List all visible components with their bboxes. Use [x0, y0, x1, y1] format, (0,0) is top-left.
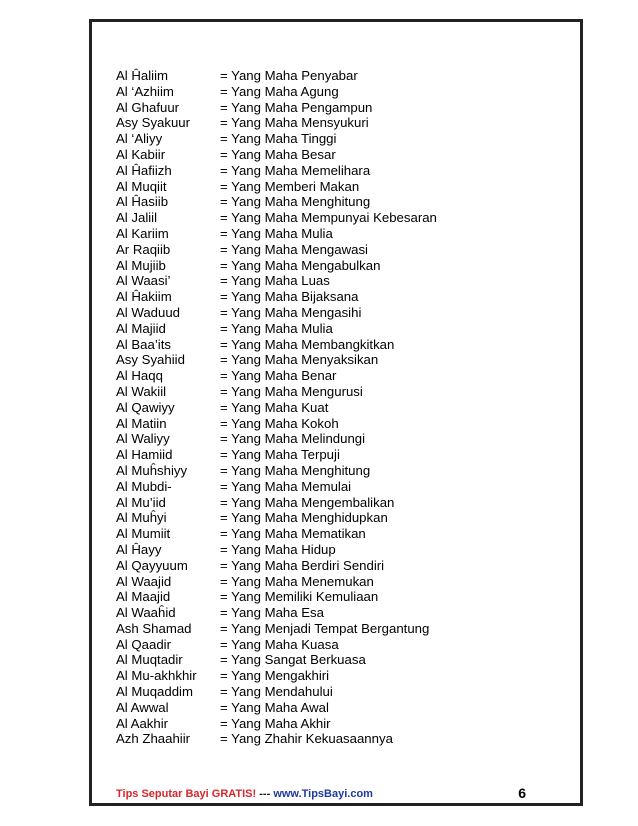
asmaul-husna-meaning: = Yang Zhahir Kekuasaannya — [220, 731, 393, 747]
asmaul-husna-name: Al Muqiit — [116, 178, 167, 194]
asmaul-husna-name: Al Mumiit — [116, 526, 171, 542]
list-item — [116, 621, 437, 637]
asmaul-husna-name: Al Ghafuur — [116, 99, 180, 115]
asmaul-husna-meaning: = Yang Maha Membangkitkan — [220, 336, 395, 352]
asmaul-husna-meaning: = Yang Maha Mengembalikan — [220, 494, 395, 510]
asmaul-husna-name: Asy Syakuur — [116, 115, 191, 131]
list-item — [116, 447, 437, 463]
asmaul-husna-name: Al Qaadir — [116, 636, 171, 652]
asmaul-husna-meaning: = Yang Maha Mulia — [220, 225, 333, 241]
list-item — [116, 416, 437, 432]
asmaul-husna-name: Al Waajid — [116, 573, 172, 589]
footer-title: Tips Seputar Bayi GRATIS! — [116, 788, 257, 800]
list-item — [116, 179, 437, 195]
asmaul-husna-name: Al Waliyy — [116, 431, 170, 447]
list-item — [116, 384, 437, 400]
asmaul-husna-name: Al Ĥaliim — [116, 68, 169, 83]
asmaul-husna-name: Al Baa’its — [116, 336, 171, 352]
asmaul-husna-meaning: = Yang Mengakhiri — [220, 668, 330, 684]
asmaul-husna-meaning: = Yang Sangat Berkuasa — [220, 652, 366, 668]
list-item — [116, 100, 437, 116]
asmaul-husna-name: Al Waasi’ — [116, 273, 171, 289]
asmaul-husna-name: Al Mu-akhkhir — [116, 668, 197, 684]
asmaul-husna-meaning: = Yang Maha Mengurusi — [220, 383, 363, 399]
asmaul-husna-name: Azh Zhaahiir — [116, 731, 191, 747]
list-item — [116, 258, 437, 274]
list-item — [116, 163, 437, 179]
asmaul-husna-name: Al Muĥyi — [116, 510, 167, 526]
asmaul-husna-meaning: = Yang Maha Awal — [220, 699, 329, 715]
asmaul-husna-name: Al ‘Aliyy — [116, 131, 163, 147]
list-item — [116, 68, 437, 84]
asmaul-husna-name: Al Muqaddim — [116, 684, 193, 700]
asmaul-husna-meaning: = Yang Maha Berdiri Sendiri — [220, 557, 385, 573]
asmaul-husna-name: Asy Syahiid — [116, 352, 185, 368]
list-item — [116, 131, 437, 147]
asmaul-husna-name: Al Ĥafiizh — [116, 162, 172, 178]
list-item — [116, 574, 437, 590]
asmaul-husna-name: Al Ĥasiib — [116, 194, 169, 210]
list-item — [116, 400, 437, 416]
asmaul-husna-name: Al Matiin — [116, 415, 167, 431]
asmaul-husna-name: Al Kabiir — [116, 146, 166, 162]
footer-url-link[interactable]: www.TipsBayi.com — [273, 788, 373, 800]
asmaul-husna-name: Al Majiid — [116, 320, 166, 336]
list-item — [116, 352, 437, 368]
asmaul-husna-meaning: = Yang Mendahului — [220, 684, 333, 700]
asmaul-husna-name: Al Maajid — [116, 589, 171, 605]
asmaul-husna-meaning: = Yang Maha Benar — [220, 368, 337, 384]
list-item — [116, 652, 437, 668]
asmaul-husna-name: Al Qayyuum — [116, 557, 188, 573]
list-item — [116, 431, 437, 447]
asmaul-husna-meaning: = Yang Maha Luas — [220, 273, 330, 289]
asmaul-husna-meaning: = Yang Memberi Makan — [220, 178, 360, 194]
page-footer — [116, 786, 526, 802]
asmaul-husna-name: Al Haqq — [116, 368, 163, 384]
list-item — [116, 273, 437, 289]
list-item — [116, 605, 437, 621]
asmaul-husna-name: Al Mubdi- — [116, 478, 172, 494]
asmaul-husna-meaning: = Yang Maha Pengampun — [220, 99, 373, 115]
asmaul-husna-meaning: = Yang Maha Besar — [220, 146, 336, 162]
asmaul-husna-meaning: = Yang Maha Mengawasi — [220, 241, 368, 257]
asmaul-husna-meaning: = Yang Maha Agung — [220, 83, 339, 99]
page-number: 6 — [518, 785, 526, 801]
list-item — [116, 321, 437, 337]
asmaul-husna-meaning: = Yang Maha Akhir — [220, 715, 331, 731]
asmaul-husna-name: Al Qawiyy — [116, 399, 175, 415]
asmaul-husna-meaning: = Yang Maha Memelihara — [220, 162, 371, 178]
asmaul-husna-meaning: = Yang Maha Mematikan — [220, 526, 366, 542]
asmaul-husna-meaning: = Yang Maha Bijaksana — [220, 289, 359, 305]
asmaul-husna-meaning: = Yang Maha Hidup — [220, 541, 336, 557]
asmaul-husna-name: Al Jaliil — [116, 210, 158, 226]
asmaul-husna-meaning: = Yang Maha Kuat — [220, 399, 329, 415]
list-item — [116, 210, 437, 226]
list-item — [116, 589, 437, 605]
asmaul-husna-meaning: = Yang Maha Mengabulkan — [220, 257, 381, 273]
asmaul-husna-name: Al Ĥayy — [116, 541, 162, 557]
asmaul-husna-meaning: = Yang Maha Melindungi — [220, 431, 366, 447]
list-item — [116, 242, 437, 258]
list-item — [116, 368, 437, 384]
asmaul-husna-meaning: = Yang Maha Menemukan — [220, 573, 374, 589]
list-item — [116, 637, 437, 653]
list-item — [116, 84, 437, 100]
asmaul-husna-name: Al Aakhir — [116, 715, 169, 731]
list-item — [116, 542, 437, 558]
asmaul-husna-name: Al Hamiid — [116, 447, 173, 463]
list-item — [116, 684, 437, 700]
asmaul-husna-name: Al Mu’iid — [116, 494, 166, 510]
asmaul-husna-name: Al Muĥshiyy — [116, 462, 188, 478]
list-item — [116, 716, 437, 732]
asmaul-husna-name: Al Muqtadir — [116, 652, 183, 668]
list-item — [116, 700, 437, 716]
asmaul-husna-name: Al Ĥakiim — [116, 289, 172, 305]
asmaul-husna-meaning: = Yang Maha Kokoh — [220, 415, 339, 431]
asmaul-husna-meaning: = Yang Maha Penyabar — [220, 68, 358, 83]
asmaul-husna-meaning: = Yang Maha Menyaksikan — [220, 352, 379, 368]
list-item — [116, 147, 437, 163]
list-item — [116, 194, 437, 210]
asmaul-husna-meaning: = Yang Maha Menghitung — [220, 194, 371, 210]
asmaul-husna-meaning: = Yang Maha Mempunyai Kebesaran — [220, 210, 437, 226]
list-item — [116, 479, 437, 495]
asmaul-husna-name: Al ‘Azhiim — [116, 83, 174, 99]
asmaul-husna-meaning: = Yang Maha Tinggi — [220, 131, 337, 147]
asmaul-husna-meaning: = Yang Maha Terpuji — [220, 447, 340, 463]
asmaul-husna-meaning: = Yang Maha Menghidupkan — [220, 510, 388, 526]
asmaul-husna-name: Al Waduud — [116, 304, 181, 320]
asmaul-husna-name: Al Mujiib — [116, 257, 166, 273]
list-item — [116, 305, 437, 321]
asmaul-husna-name: Al Waaĥid — [116, 605, 176, 621]
list-item — [116, 115, 437, 131]
asmaul-husna-meaning: = Yang Maha Memulai — [220, 478, 352, 494]
asmaul-husna-name: Al Awwal — [116, 699, 169, 715]
asmaul-husna-name: Ash Shamad — [116, 620, 192, 636]
asmaul-husna-meaning: = Yang Maha Kuasa — [220, 636, 339, 652]
names-list — [116, 68, 437, 747]
asmaul-husna-name: Al Kariim — [116, 225, 169, 241]
list-item — [116, 668, 437, 684]
asmaul-husna-name: Ar Raqiib — [116, 241, 171, 257]
asmaul-husna-meaning: = Yang Menjadi Tempat Bergantung — [220, 620, 430, 636]
list-item — [116, 510, 437, 526]
list-item — [116, 731, 437, 747]
list-item — [116, 495, 437, 511]
list-item — [116, 337, 437, 353]
list-item — [116, 558, 437, 574]
footer-separator: --- — [259, 788, 271, 800]
asmaul-husna-meaning: = Yang Memiliki Kemuliaan — [220, 589, 379, 605]
asmaul-husna-meaning: = Yang Maha Mensyukuri — [220, 115, 369, 131]
list-item — [116, 226, 437, 242]
asmaul-husna-meaning: = Yang Maha Menghitung — [220, 462, 371, 478]
list-item — [116, 526, 437, 542]
list-item — [116, 463, 437, 479]
asmaul-husna-meaning: = Yang Maha Mengasihi — [220, 304, 362, 320]
asmaul-husna-meaning: = Yang Maha Esa — [220, 605, 324, 621]
list-item — [116, 289, 437, 305]
asmaul-husna-meaning: = Yang Maha Mulia — [220, 320, 333, 336]
asmaul-husna-name: Al Wakiil — [116, 383, 167, 399]
